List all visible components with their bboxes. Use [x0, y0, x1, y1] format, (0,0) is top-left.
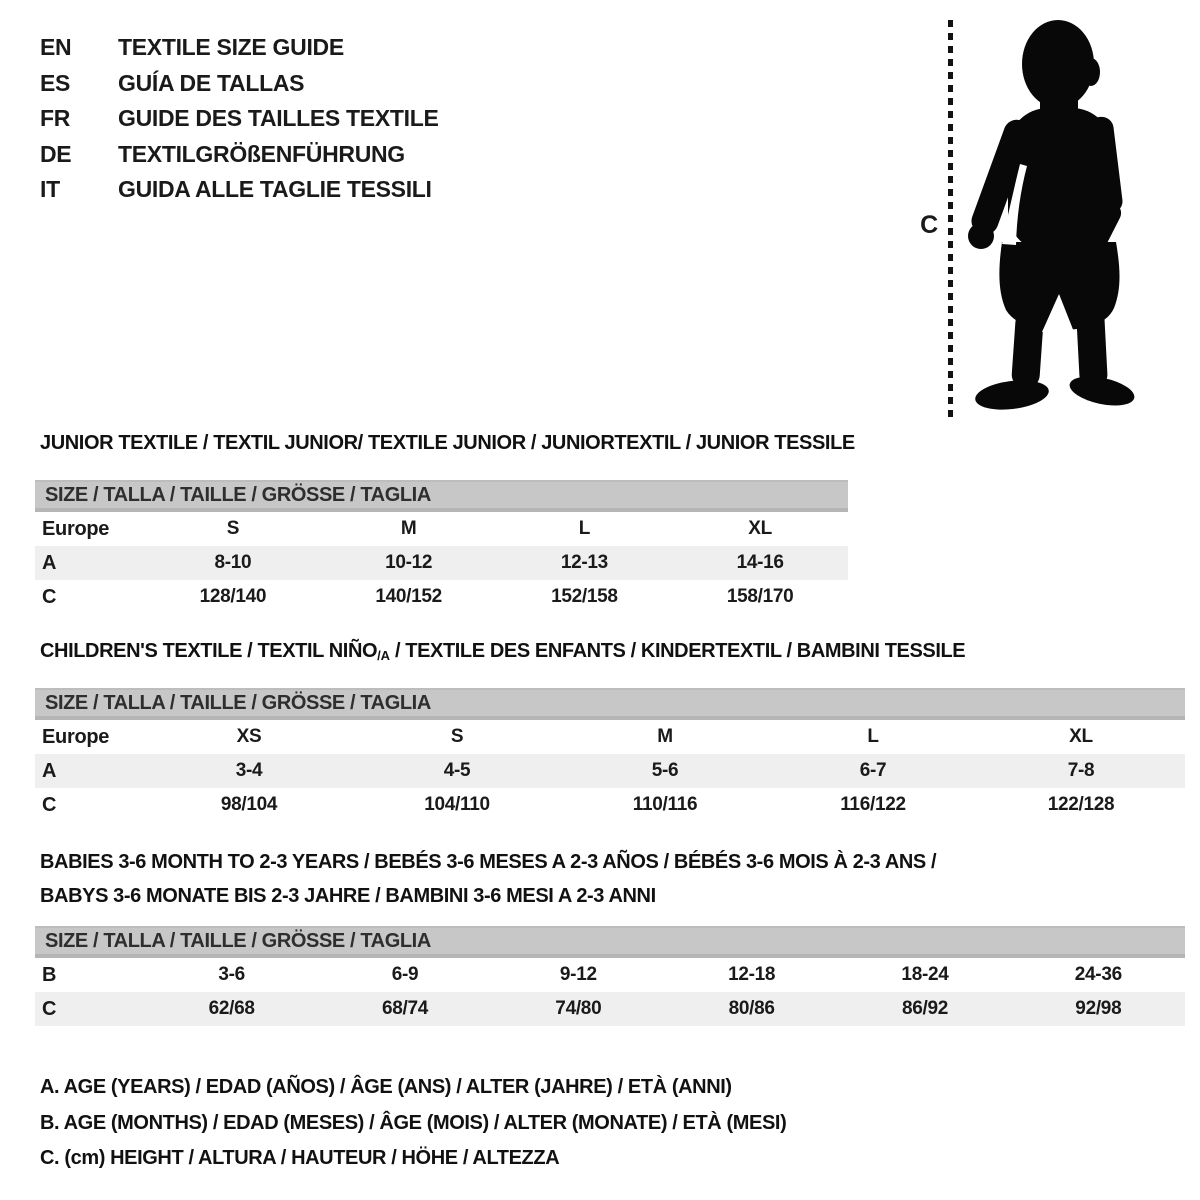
age-cell: 9-12: [559, 964, 597, 985]
height-cell: 122/128: [1047, 794, 1115, 815]
language-code: IT: [40, 176, 60, 203]
height-cell: 152/158: [551, 586, 618, 607]
age-cell: 24-36: [1074, 964, 1122, 985]
babies-heading-line2: BABYS 3-6 MONATE BIS 2-3 JAHRE / BAMBINI 3-6 MESI A 2-3 ANNI: [40, 885, 656, 907]
row-label: A: [35, 754, 145, 788]
language-row-en: [40, 30, 439, 66]
guide-title: GUIDA ALLE TAGLIE TESSILI: [118, 176, 432, 203]
size-table-header-bar: SIZE / TALLA / TAILLE / GRÖSSE / TAGLIA: [35, 926, 1185, 958]
height-measure-figure: [900, 0, 1170, 432]
height-cell: 62/68: [145, 992, 318, 1026]
size-cell: S: [226, 518, 240, 539]
table-row-age-years: [35, 754, 1185, 788]
height-cell: 74/80: [492, 992, 665, 1026]
table-row-europe: [35, 512, 848, 546]
language-title-block: [40, 30, 439, 208]
row-label: A: [35, 546, 145, 580]
row-label: Europe: [42, 725, 110, 748]
height-dotted-line: [948, 20, 953, 418]
row-label: C: [35, 992, 145, 1026]
height-cell: 158/170: [726, 586, 794, 607]
height-cell: 80/86: [665, 992, 838, 1026]
legend-line-age-months: B. AGE (MONTHS) / EDAD (MESES) / ÂGE (MOIS) / ALTER (MONATE) / ETÀ (MESI): [40, 1111, 787, 1134]
age-cell: 5-6: [561, 754, 769, 788]
size-cell: S: [450, 726, 464, 747]
language-row-fr: [40, 101, 439, 137]
language-row-es: [40, 66, 439, 102]
children-heading-rest: / TEXTILE DES ENFANTS / KINDERTEXTIL / BAMBINI TESSILE: [389, 640, 966, 662]
row-label: Europe: [42, 517, 110, 540]
height-cell: 128/140: [199, 586, 267, 607]
row-label: C: [42, 793, 57, 816]
babies-size-table: [35, 926, 1185, 1026]
guide-title: GUÍA DE TALLAS: [118, 69, 305, 96]
age-cell: 7-8: [977, 754, 1185, 788]
age-cell: 3-6: [218, 964, 245, 985]
table-row-height-cm: [35, 992, 1185, 1026]
guide-title: TEXTILGRÖßENFÜHRUNG: [118, 140, 405, 167]
guide-title: TEXTILE SIZE GUIDE: [118, 34, 344, 61]
children-heading-main: CHILDREN'S TEXTILE / TEXTIL NIÑO: [40, 640, 378, 662]
height-cell: 110/116: [632, 794, 698, 815]
language-row-it: [40, 172, 439, 208]
height-cell: 92/98: [1012, 992, 1185, 1026]
age-cell: 18-24: [901, 964, 949, 985]
junior-size-table: [35, 480, 848, 614]
table-row-age-years: [35, 546, 848, 580]
legend-line-height: C. (cm) HEIGHT / ALTURA / HAUTEUR / HÖHE / ALTEZZA: [40, 1147, 560, 1169]
size-cell: M: [657, 726, 673, 747]
guide-title: GUIDE DES TAILLES TEXTILE: [118, 105, 439, 132]
children-heading-sub: /A: [377, 648, 390, 663]
table-row-height-cm: [35, 580, 848, 614]
junior-section-heading: JUNIOR TEXTILE / TEXTIL JUNIOR/ TEXTILE JUNIOR / JUNIORTEXTIL / JUNIOR TESSILE: [40, 432, 855, 454]
language-row-de: [40, 137, 439, 173]
size-cell: L: [867, 726, 879, 747]
age-cell: 12-13: [497, 546, 673, 580]
size-cell: L: [578, 518, 591, 539]
height-cell: 98/104: [220, 794, 278, 815]
language-code: EN: [40, 34, 72, 61]
legend-line-age-years: A. AGE (YEARS) / EDAD (AÑOS) / ÂGE (ANS) / ALTER (JAHRE) / ETÀ (ANNI): [40, 1076, 732, 1098]
age-cell: 6-7: [769, 754, 977, 788]
age-cell: 14-16: [672, 546, 848, 580]
size-table-header-bar: SIZE / TALLA / TAILLE / GRÖSSE / TAGLIA: [35, 688, 1185, 720]
language-code: DE: [40, 140, 72, 167]
measure-legend: [40, 1070, 786, 1177]
row-label: C: [42, 585, 57, 608]
age-cell: 6-9: [391, 964, 419, 985]
height-cell: 104/110: [424, 794, 490, 815]
age-cell: 10-12: [321, 546, 497, 580]
toddler-silhouette-icon: [960, 14, 1155, 416]
row-label: B: [42, 963, 57, 986]
age-cell: 8-10: [145, 546, 321, 580]
babies-section-heading: [40, 845, 936, 913]
height-cell: 86/92: [838, 992, 1011, 1026]
age-cell: 12-18: [728, 964, 776, 985]
children-size-table: [35, 688, 1185, 822]
size-cell: XL: [1069, 726, 1093, 747]
height-cell: 140/152: [375, 586, 442, 607]
height-measure-label: C: [920, 211, 938, 239]
height-cell: 68/74: [318, 992, 491, 1026]
language-code: ES: [40, 69, 71, 96]
table-row-europe: [35, 720, 1185, 754]
height-cell: 116/122: [840, 794, 906, 815]
size-table-header-bar: SIZE / TALLA / TAILLE / GRÖSSE / TAGLIA: [35, 480, 848, 512]
age-cell: 4-5: [353, 754, 561, 788]
children-section-heading: [40, 640, 965, 663]
age-cell: 3-4: [145, 754, 353, 788]
table-row-height-cm: [35, 788, 1185, 822]
size-cell: XL: [748, 518, 772, 539]
babies-heading-line1: BABIES 3-6 MONTH TO 2-3 YEARS / BEBÉS 3-6 MESES A 2-3 AÑOS / BÉBÉS 3-6 MOIS À 2-3 ANS /: [40, 851, 937, 873]
table-row-age-months: [35, 958, 1185, 992]
language-code: FR: [40, 105, 71, 132]
size-cell: M: [400, 518, 417, 539]
size-cell: XS: [236, 726, 262, 747]
